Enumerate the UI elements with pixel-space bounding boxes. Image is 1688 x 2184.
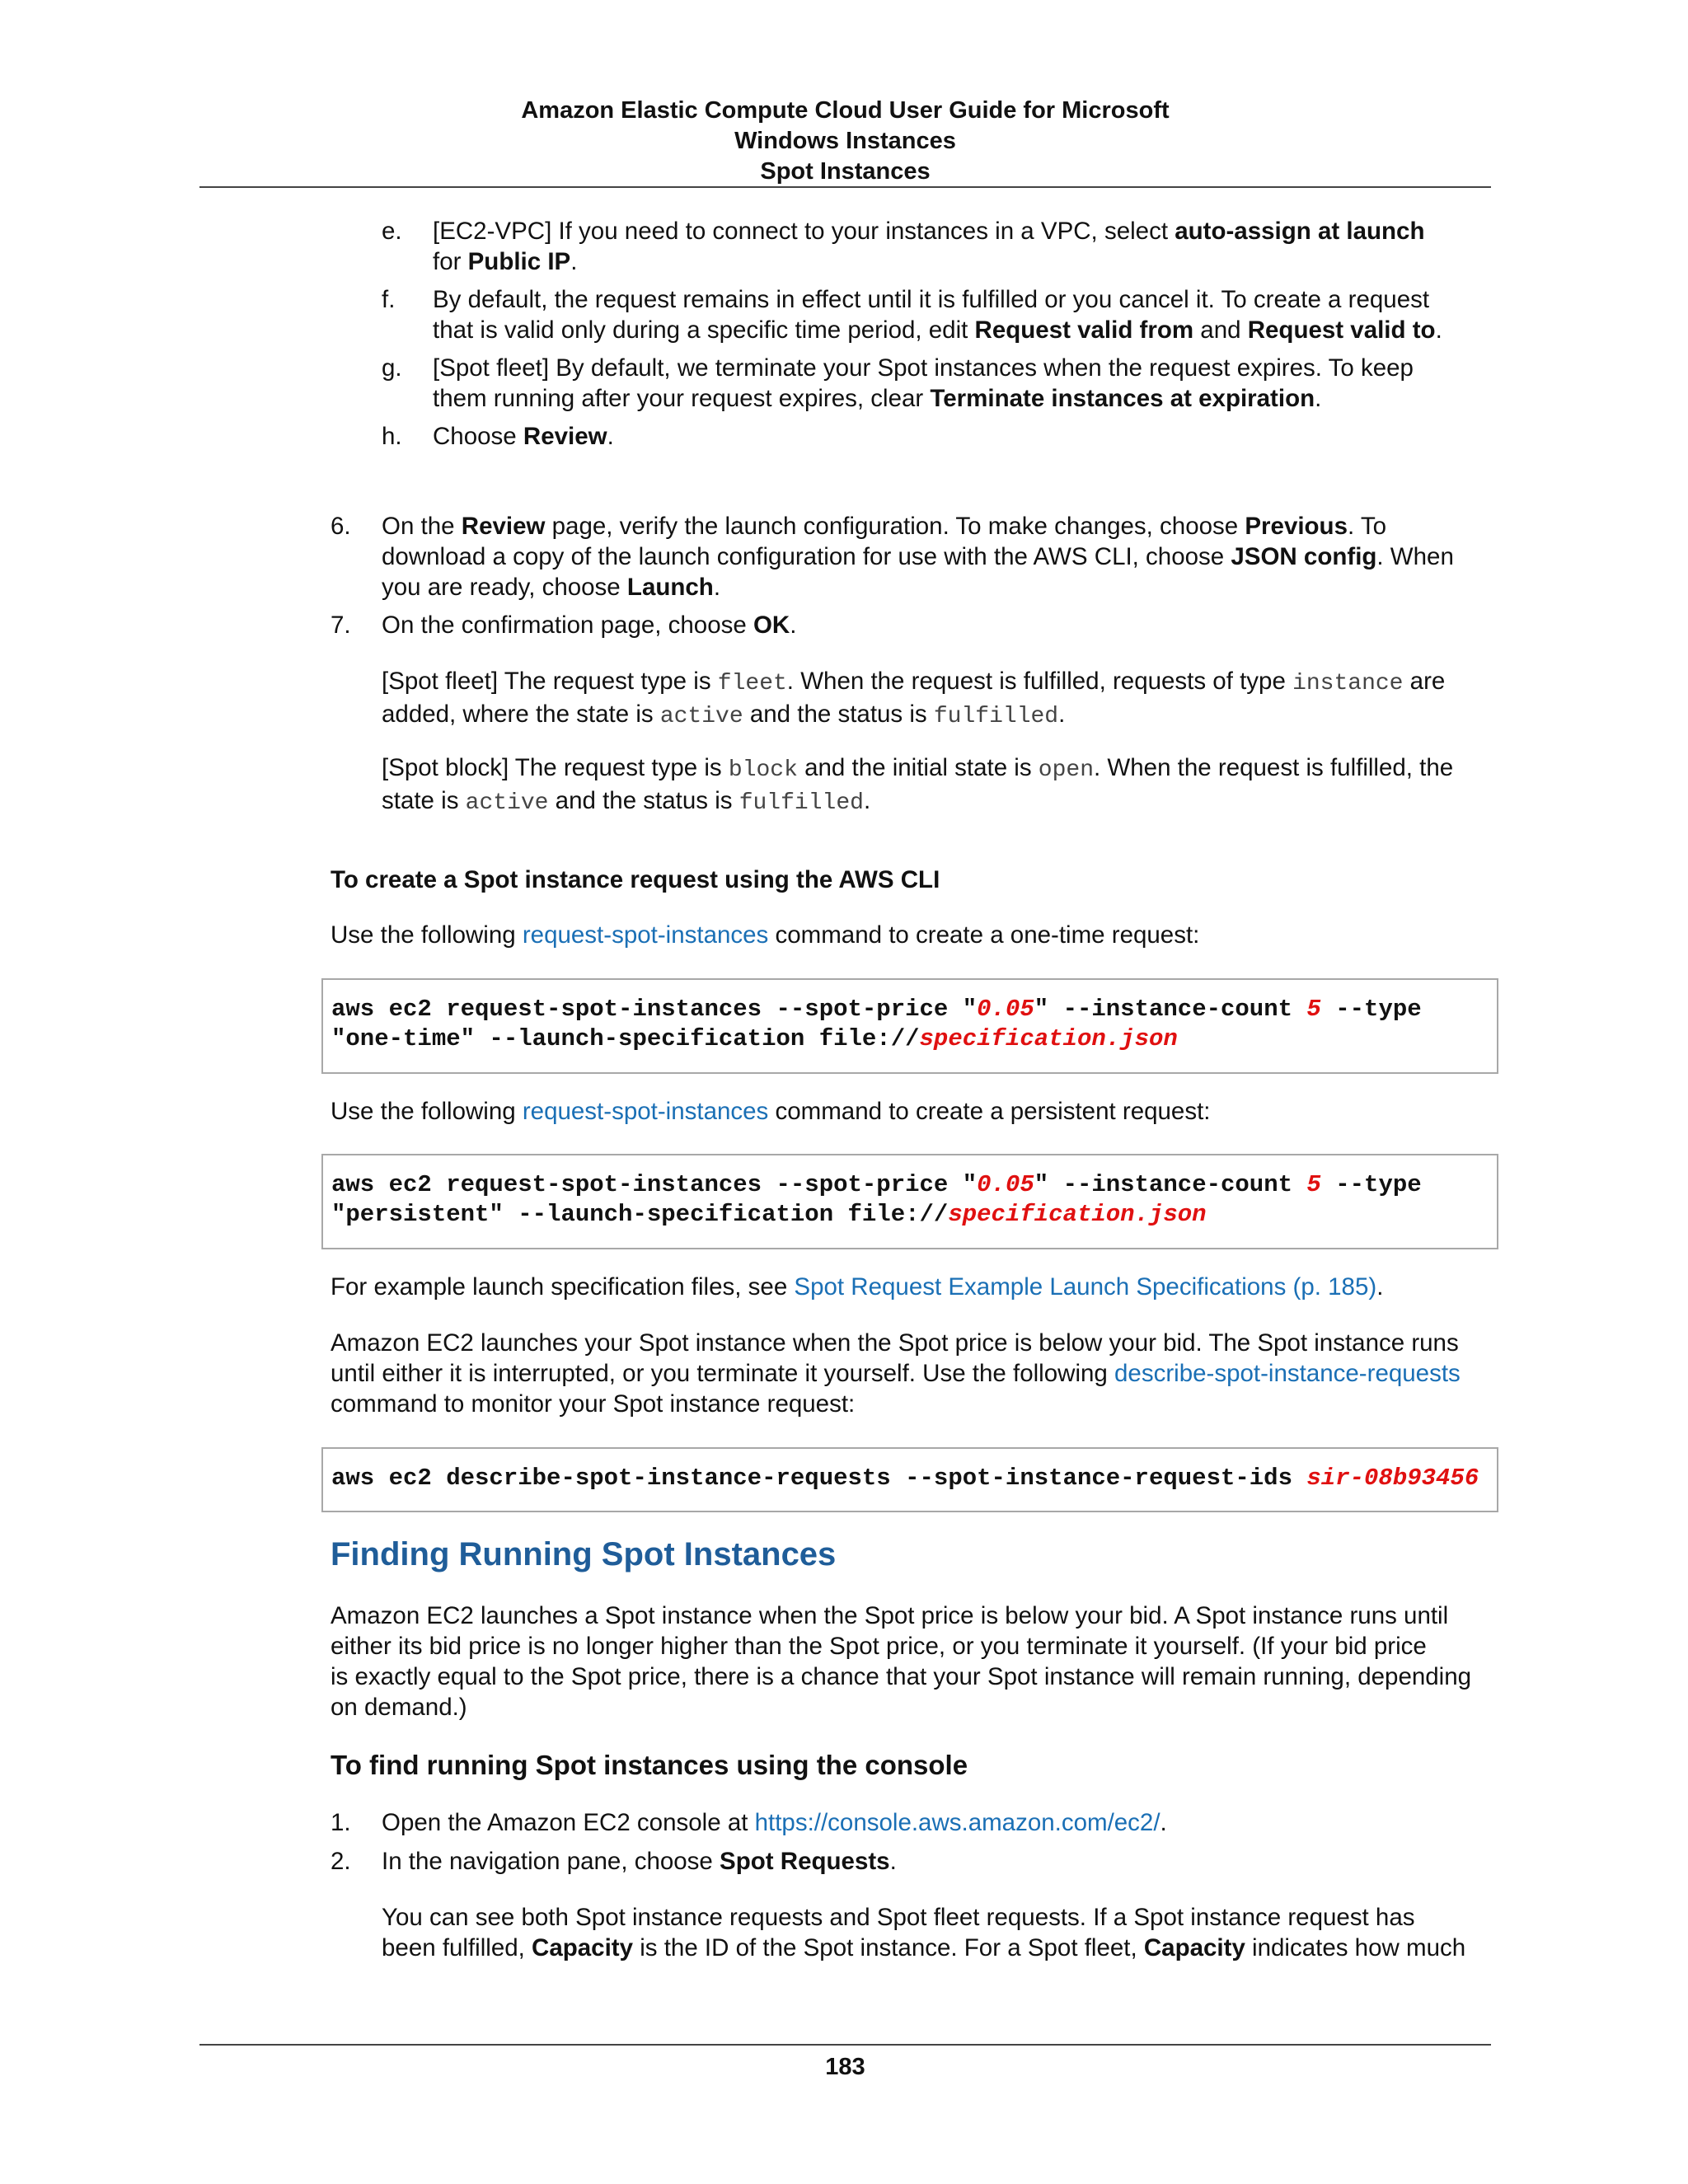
substep-e-text: [EC2-VPC] If you need to connect to your instances in a VPC, select auto-assign at launch for Public IP.: [433, 218, 1425, 275]
spot-fleet-note: [Spot fleet] The request type is fleet. When the request is fulfilled, requests of type instance are added, where the state is active and the status is fulfilled.: [382, 668, 1446, 729]
console-step-2-label: 2.: [331, 1848, 351, 1875]
ec2-console-link[interactable]: https://console.aws.amazon.com/ec2/: [754, 1809, 1160, 1836]
cli-one-time-intro: Use the following request-spot-instances command to create a one-time request:: [331, 921, 1200, 949]
substep-f-label: f.: [382, 286, 396, 313]
code-line: "one-time" --launch-specification file://specification.json: [331, 1025, 1178, 1052]
code-block-describe: [321, 1447, 1498, 1512]
code-line: aws ec2 request-spot-instances --spot-price "0.05" --instance-count 5 --type: [331, 996, 1422, 1023]
request-spot-instances-link[interactable]: request-spot-instances: [522, 1098, 769, 1125]
substep-g-text: [Spot fleet] By default, we terminate your Spot instances when the request expires. To keep them running after your request expires, clear Terminate instances at expiration.: [433, 354, 1414, 412]
step-6-text: On the Review page, verify the launch configuration. To make changes, choose Previous. To download a copy of the launch configuration for use with the AWS CLI, choose JSON config. When you are ready, choose Launch.: [382, 513, 1454, 601]
console-step-1-label: 1.: [331, 1809, 351, 1836]
code-block-persistent: [321, 1154, 1498, 1249]
code-line: "persistent" --launch-specification file://specification.json: [331, 1201, 1207, 1228]
substep-g-label: g.: [382, 354, 402, 382]
code-line: aws ec2 describe-spot-instance-requests --spot-instance-request-ids sir-08b93456: [331, 1465, 1479, 1492]
header-rule: [199, 186, 1491, 188]
spot-block-note: [Spot block] The request type is block and the initial state is open. When the request is fulfilled, the state is active and the status is fulfilled.: [382, 754, 1454, 816]
step-6-label: 6.: [331, 513, 351, 540]
code-block-one-time: [321, 978, 1498, 1074]
footer-rule: [199, 2044, 1491, 2046]
example-specs-paragraph: For example launch specification files, see Spot Request Example Launch Specifications (p. 185).: [331, 1273, 1384, 1301]
step-7-text: On the confirmation page, choose OK.: [382, 612, 797, 639]
page-number: 183: [825, 2054, 865, 2080]
substep-e-label: e.: [382, 218, 402, 245]
console-note-paragraph: You can see both Spot instance requests and Spot fleet requests. If a Spot instance request has been fulfilled, Capacity is the ID of the Spot instance. For a Spot fleet, Capacity indicates how much: [382, 1904, 1466, 1961]
substep-h-label: h.: [382, 423, 402, 450]
console-step-1-text: Open the Amazon EC2 console at https://console.aws.amazon.com/ec2/.: [382, 1809, 1167, 1836]
substep-f-text: By default, the request remains in effect until it is fulfilled or you cancel it. To create a request that is valid only during a specific time period, edit Request valid from and Request valid to.: [433, 286, 1442, 344]
example-launch-specifications-link[interactable]: Spot Request Example Launch Specifications (p. 185): [794, 1273, 1377, 1301]
header-title-line2: Windows Instances: [734, 128, 956, 154]
header-section: Spot Instances: [760, 158, 931, 185]
console-step-2-text: In the navigation pane, choose Spot Requests.: [382, 1848, 897, 1875]
console-procedure-heading: To find running Spot instances using the console: [331, 1750, 968, 1780]
cli-procedure-heading: To create a Spot instance request using the AWS CLI: [331, 866, 940, 893]
substep-h-text: Choose Review.: [433, 423, 614, 450]
header-title-line1: Amazon Elastic Compute Cloud User Guide for Microsoft: [521, 97, 1170, 124]
section-heading: Finding Running Spot Instances: [331, 1536, 837, 1572]
step-7-label: 7.: [331, 612, 351, 639]
cli-persistent-intro: Use the following request-spot-instances command to create a persistent request:: [331, 1098, 1211, 1125]
running-header: [199, 96, 1491, 187]
section-intro-paragraph: Amazon EC2 launches a Spot instance when the Spot price is below your bid. A Spot instance runs until either its bid price is no longer higher than the Spot price, or you terminate it yourself. (If your bid price is exactly equal to the Spot price, there is a chance that your Spot instance will remain running, depending on demand.): [331, 1602, 1472, 1721]
request-spot-instances-link[interactable]: request-spot-instances: [522, 921, 769, 949]
monitor-paragraph: Amazon EC2 launches your Spot instance when the Spot price is below your bid. The Spot instance runs until either it is interrupted, or you terminate it yourself. Use the following describe-spot-instance-requests command to monitor your Spot instance request:: [331, 1329, 1461, 1418]
code-line: aws ec2 request-spot-instances --spot-price "0.05" --instance-count 5 --type: [331, 1171, 1422, 1198]
describe-spot-instance-requests-link[interactable]: describe-spot-instance-requests: [1114, 1360, 1461, 1387]
